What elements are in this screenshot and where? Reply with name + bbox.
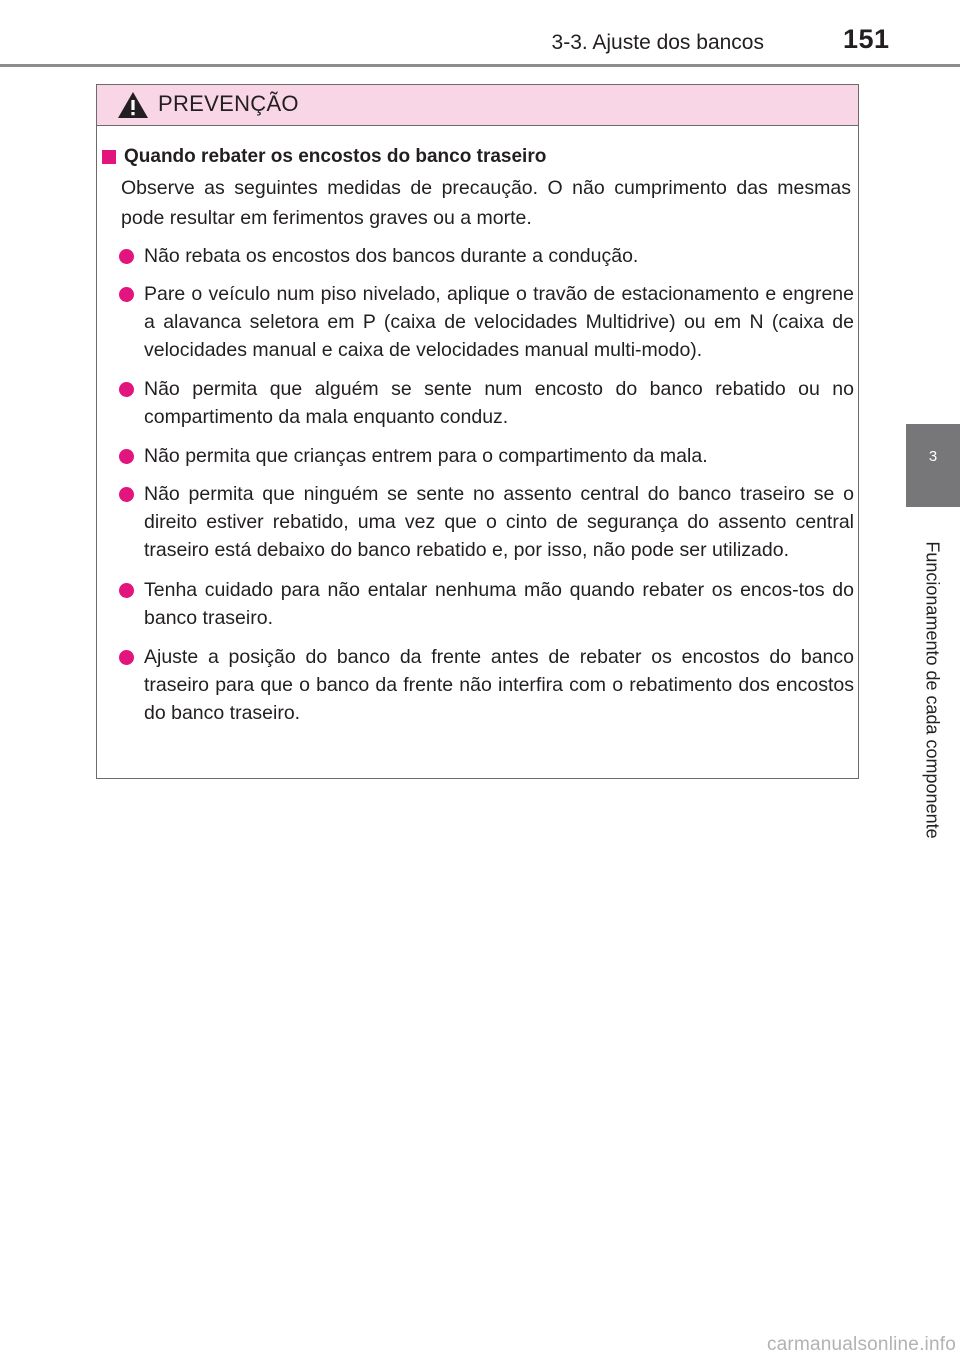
warning-box bbox=[96, 84, 859, 779]
chapter-tab bbox=[906, 424, 960, 507]
page-number: 151 bbox=[843, 24, 890, 54]
list-item-text: Pare o veículo num piso nivelado, aplique o travão de estacionamento e engrene a alavanca seletora em P (caixa de velocidades Multidrive) ou em N (caixa de velocidades manual e caixa de velocidades manual multi-modo). bbox=[144, 283, 854, 361]
header-divider bbox=[0, 64, 960, 67]
chapter-title: Funcionamento de cada componente bbox=[922, 541, 943, 839]
watermark: carmanualsonline.info bbox=[766, 1334, 956, 1355]
list-item-text: Não permita que ninguém se sente no assento central do banco traseiro se o direito estiver rebatido, uma vez que o cinto de segurança do assento central traseiro está debaixo do banco rebatido e, por isso, não pode ser utilizado. bbox=[144, 483, 854, 561]
warning-content bbox=[97, 143, 857, 727]
square-bullet-icon bbox=[102, 150, 116, 164]
list-item bbox=[97, 375, 854, 431]
round-bullet-icon bbox=[119, 382, 134, 397]
round-bullet-icon bbox=[119, 449, 134, 464]
list-item-text: Não permita que alguém se sente num encosto do banco rebatido ou no compartimento da mala enquanto conduz. bbox=[144, 378, 854, 428]
list-item bbox=[97, 643, 854, 727]
list-item bbox=[97, 480, 854, 564]
warning-title: PREVENÇÃO bbox=[158, 91, 299, 116]
warning-intro: Observe as seguintes medidas de precaução. O não cumprimento das mesmas pode resultar em ferimentos graves ou a morte. bbox=[121, 177, 851, 229]
round-bullet-icon bbox=[119, 249, 134, 264]
list-item-text: Ajuste a posição do banco da frente antes de rebater os encostos do banco traseiro para que o banco da frente não interfira com o rebatimento dos encostos do banco traseiro. bbox=[144, 646, 854, 724]
list-item bbox=[97, 442, 854, 470]
list-item bbox=[97, 280, 854, 364]
round-bullet-icon bbox=[119, 487, 134, 502]
round-bullet-icon bbox=[119, 650, 134, 665]
list-item bbox=[97, 242, 854, 270]
chapter-number: 3 bbox=[928, 448, 938, 465]
section-title: 3-3. Ajuste dos bancos bbox=[551, 31, 764, 54]
warning-header bbox=[97, 85, 858, 126]
list-item bbox=[97, 576, 854, 632]
round-bullet-icon bbox=[119, 287, 134, 302]
warning-triangle-icon bbox=[117, 91, 149, 119]
subheading-text: Quando rebater os encostos do banco traseiro bbox=[124, 146, 547, 167]
round-bullet-icon bbox=[119, 583, 134, 598]
list-item-text: Tenha cuidado para não entalar nenhuma mão quando rebater os encos-tos do banco traseiro. bbox=[144, 579, 854, 629]
list-item-text: Não permita que crianças entrem para o compartimento da mala. bbox=[144, 445, 708, 467]
page-header bbox=[0, 0, 960, 66]
list-item-text: Não rebata os encostos dos bancos durante a condução. bbox=[144, 245, 639, 267]
warning-subheading bbox=[97, 143, 857, 171]
